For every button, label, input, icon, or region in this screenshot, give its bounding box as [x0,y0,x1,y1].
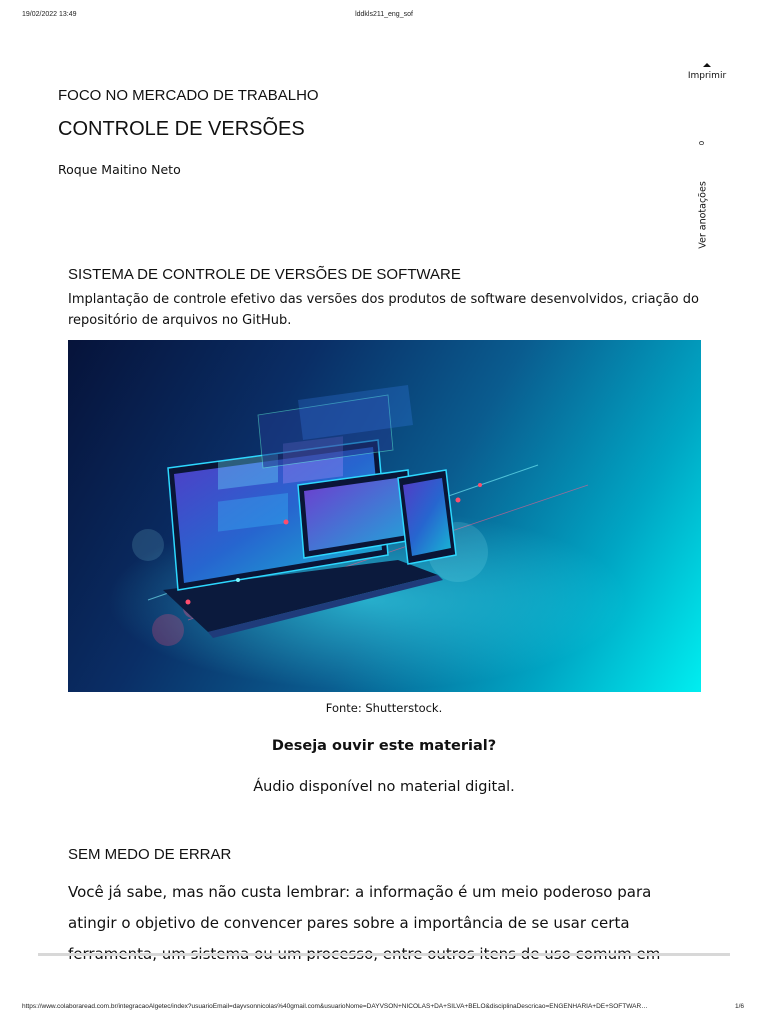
page-divider [38,953,730,956]
print-url: https://www.colaboraread.com.br/integracaoAlgetec/index?usuarioEmail=dayvsonnicolas%40gmail.com&usuarioNome=DAYVSON+NICOLAS+DA+SILVA+BELO&disciplinaDescricao=ENGENHARIA+DE+SOFTWAR… [22,1003,648,1010]
page-number: 1/6 [734,1003,744,1010]
print-arrow-icon [703,63,711,67]
page-kicker: FOCO NO MERCADO DE TRABALHO [58,87,319,104]
devices-illustration [68,340,701,692]
hero-image [68,340,701,692]
print-datetime: 19/02/2022 13:49 [22,11,77,18]
print-document-name: lddkls211_eng_sof [355,11,413,18]
page-title: CONTROLE DE VERSÕES [58,118,305,140]
audio-availability: Áudio disponível no material digital. [253,779,515,795]
author-name: Roque Maitino Neto [58,162,181,177]
annotations-count: 0 [698,140,707,146]
section-description: Implantação de controle efetivo das versões dos produtos de software desenvolvidos, criação do repositório de arquivos no GitHub. [68,292,699,328]
audio-question: Deseja ouvir este material? [271,738,497,754]
body-paragraph: Você já sabe, mas não custa lembrar: a informação é um meio poderoso para atingir o objetivo de convencer pares sobre a importância de se usar certa [68,883,652,932]
print-label: Imprimir [687,71,727,81]
figure-caption: Fonte: Shutterstock. [325,701,443,715]
view-annotations-button[interactable]: Ver anotações [697,181,709,249]
print-button[interactable] [672,63,742,81]
subsection-heading: SEM MEDO DE ERRAR [68,846,232,863]
section-heading: SISTEMA DE CONTROLE DE VERSÕES DE SOFTWARE [68,266,461,283]
